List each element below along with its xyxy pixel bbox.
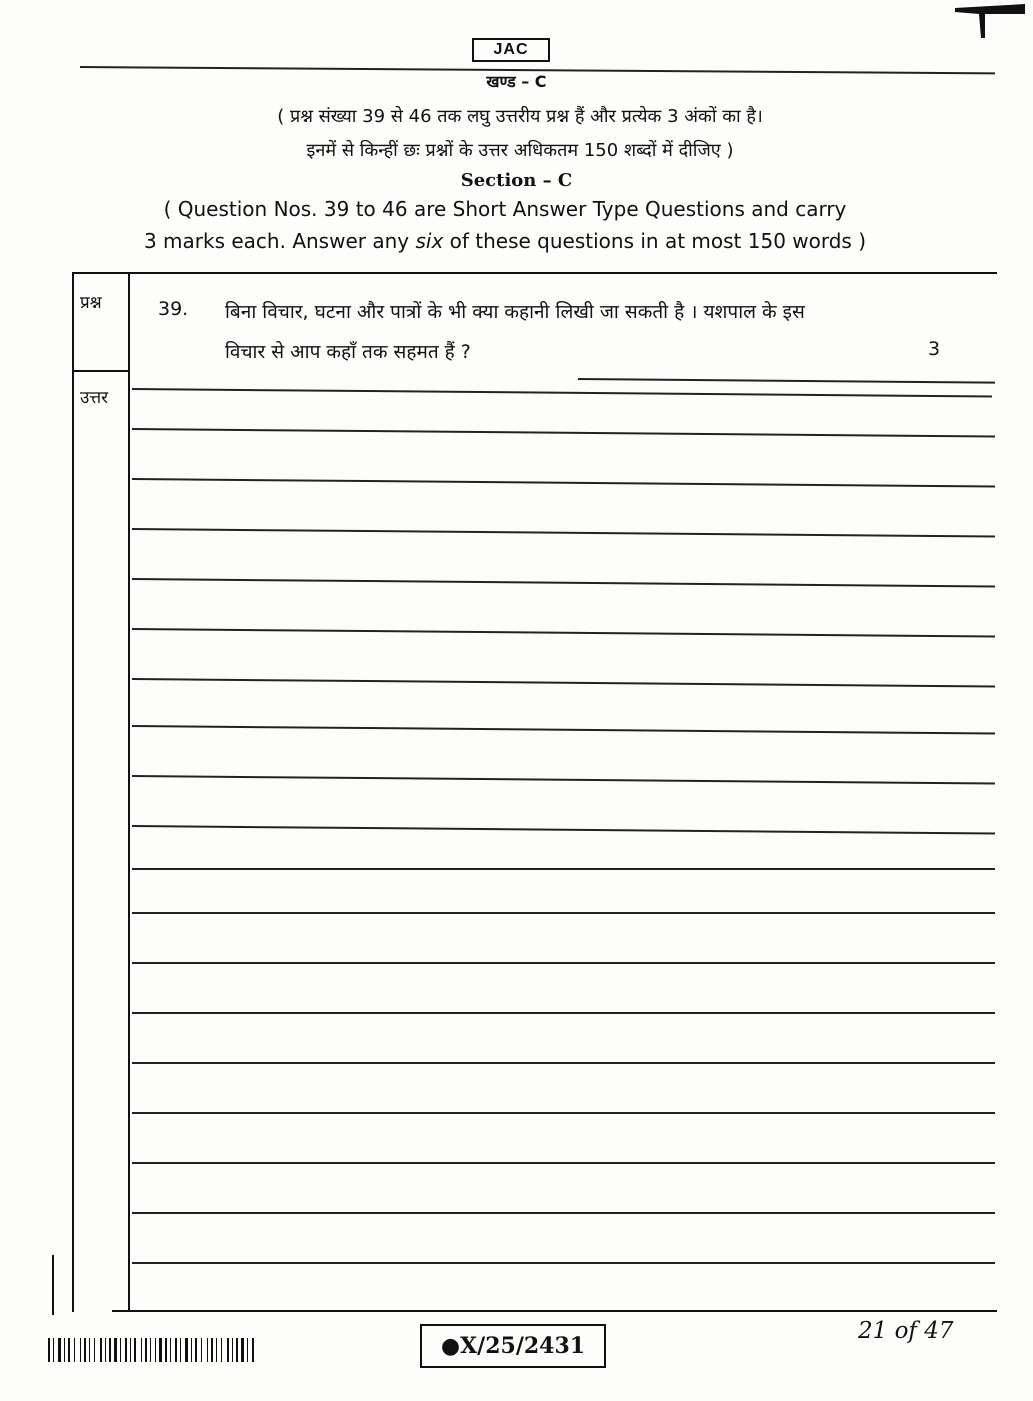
answer-line bbox=[132, 1112, 995, 1114]
answer-line bbox=[578, 378, 995, 384]
corner-mark-icon bbox=[955, 0, 1025, 40]
question-text-line2: विचार से आप कहाँ तक सहमत हैं ? bbox=[225, 341, 471, 363]
answer-line bbox=[132, 628, 995, 638]
barcode-bar bbox=[221, 1338, 222, 1362]
barcode-bar bbox=[145, 1338, 147, 1362]
barcode-bar bbox=[195, 1338, 197, 1362]
english-instruction-line2-post: of these questions in at most 150 words ) bbox=[443, 229, 867, 253]
page-number: 21 of 47 bbox=[858, 1318, 954, 1344]
barcode-icon bbox=[48, 1338, 258, 1362]
answer-line bbox=[132, 825, 995, 835]
barcode-bar bbox=[155, 1338, 156, 1362]
answer-line bbox=[132, 388, 992, 398]
barcode-bar bbox=[211, 1338, 213, 1362]
barcode-bar bbox=[232, 1338, 233, 1362]
answer-line bbox=[132, 528, 995, 538]
barcode-bar bbox=[216, 1338, 217, 1362]
answer-line bbox=[132, 1062, 995, 1064]
paper-code-box bbox=[420, 1324, 606, 1368]
barcode-bar bbox=[207, 1338, 208, 1362]
answer-line bbox=[132, 578, 995, 588]
answer-line bbox=[132, 912, 995, 914]
answer-frame-left-lower bbox=[52, 1255, 54, 1315]
answer-frame-left bbox=[72, 272, 74, 1312]
hindi-section-title: खण्ड – C bbox=[486, 72, 547, 91]
paper-code: X/25/2431 bbox=[460, 1333, 586, 1359]
barcode-bar bbox=[175, 1338, 177, 1362]
barcode-bar bbox=[100, 1338, 102, 1362]
barcode-bar bbox=[134, 1338, 136, 1362]
answer-line bbox=[132, 1262, 995, 1264]
barcode-bar bbox=[125, 1338, 127, 1362]
english-instruction-line2 bbox=[60, 229, 950, 253]
barcode-bar bbox=[185, 1338, 188, 1362]
barcode-bar bbox=[241, 1338, 244, 1362]
barcode-bar bbox=[247, 1338, 248, 1362]
barcode-bar bbox=[130, 1338, 131, 1362]
board-code-box: JAC bbox=[472, 38, 550, 62]
answer-line bbox=[132, 775, 995, 785]
question-label: प्रश्न bbox=[80, 293, 102, 313]
question-text-line1: बिना विचार, घटना और पात्रों के भी क्या कहानी लिखी जा सकती है । यशपाल के इस bbox=[225, 301, 805, 323]
answer-label: उत्तर bbox=[80, 388, 109, 408]
barcode-bar bbox=[48, 1338, 50, 1362]
question-number: 39. bbox=[158, 298, 189, 320]
barcode-bar bbox=[105, 1338, 106, 1362]
barcode-bar bbox=[227, 1338, 229, 1362]
answer-line bbox=[132, 725, 995, 735]
hindi-instruction-line2: इनमें से किन्हीं छः प्रश्नों के उत्तर अधिकतम 150 शब्दों में दीजिए ) bbox=[306, 140, 734, 161]
english-instruction-line2-pre: 3 marks each. Answer any bbox=[143, 229, 416, 253]
barcode-bar bbox=[159, 1338, 162, 1362]
answer-line bbox=[132, 1012, 995, 1014]
answer-line bbox=[132, 868, 995, 870]
answer-frame-bottom bbox=[112, 1310, 997, 1312]
answer-line bbox=[132, 428, 995, 438]
question-answer-split bbox=[72, 370, 130, 372]
bullet-icon: ● bbox=[440, 1333, 461, 1359]
barcode-bar bbox=[89, 1338, 90, 1362]
answer-line bbox=[132, 1212, 995, 1214]
question-marks: 3 bbox=[928, 338, 941, 360]
answer-frame-divider bbox=[128, 272, 130, 1312]
barcode-bar bbox=[150, 1338, 151, 1362]
barcode-bar bbox=[74, 1338, 75, 1362]
barcode-bar bbox=[94, 1338, 95, 1362]
barcode-bar bbox=[201, 1338, 202, 1362]
section-title: Section – C bbox=[460, 170, 573, 191]
answer-line bbox=[132, 962, 995, 964]
barcode-bar bbox=[236, 1338, 238, 1362]
barcode-bar bbox=[64, 1338, 65, 1362]
barcode-bar bbox=[252, 1338, 254, 1362]
barcode-bar bbox=[191, 1338, 192, 1362]
english-instruction-emphasis: six bbox=[415, 229, 444, 253]
barcode-bar bbox=[180, 1338, 181, 1362]
barcode-bar bbox=[84, 1338, 86, 1362]
barcode-bar bbox=[170, 1338, 171, 1362]
answer-frame-top bbox=[72, 272, 997, 274]
barcode-bar bbox=[114, 1338, 117, 1362]
barcode-bar bbox=[120, 1338, 121, 1362]
english-instruction-line1: ( Question Nos. 39 to 46 are Short Answer Type Questions and carry bbox=[163, 197, 847, 221]
answer-line bbox=[132, 1162, 995, 1164]
barcode-bar bbox=[141, 1338, 142, 1362]
hindi-instruction-line1: ( प्रश्न संख्या 39 से 46 तक लघु उत्तरीय प्रश्न हैं और प्रत्येक 3 अंकों का है। bbox=[277, 106, 763, 127]
barcode-bar bbox=[165, 1338, 167, 1362]
barcode-bar bbox=[58, 1338, 61, 1362]
barcode-bar bbox=[109, 1338, 111, 1362]
barcode-bar bbox=[53, 1338, 54, 1362]
answer-line bbox=[132, 478, 995, 488]
barcode-bar bbox=[80, 1338, 81, 1362]
barcode-bar bbox=[68, 1338, 70, 1362]
answer-line bbox=[132, 678, 995, 688]
